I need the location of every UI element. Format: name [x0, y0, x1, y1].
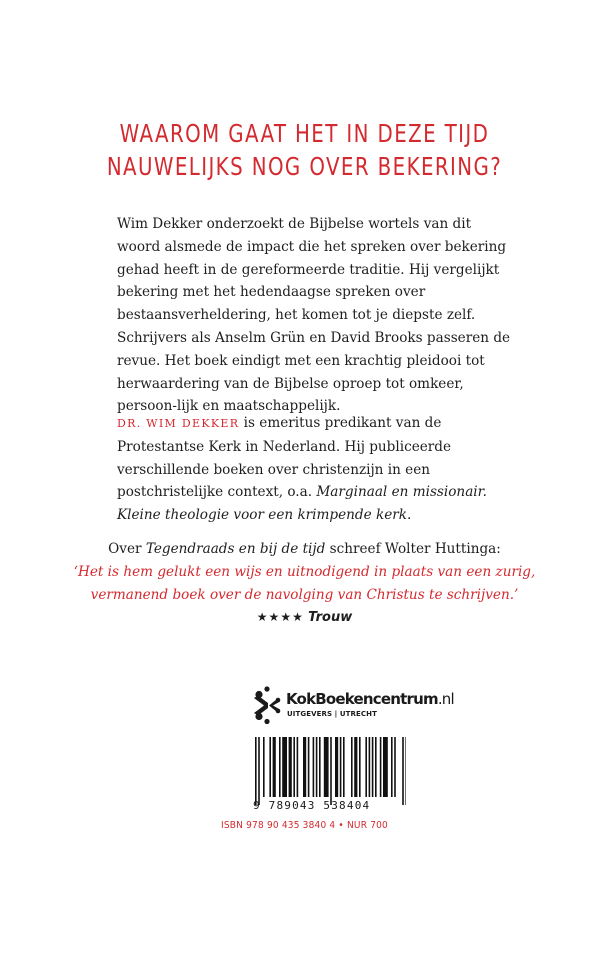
- barcode-bar: [372, 737, 374, 797]
- barcode-bar: [383, 737, 388, 797]
- author-bio-end: .: [407, 507, 412, 524]
- barcode-bar: [258, 737, 260, 805]
- barcode-bar: [359, 737, 361, 797]
- publisher-name: [286, 690, 454, 708]
- review-quote-line-1: ‘Het is hem gelukt een wijs en uitnodigend in plaats van een zurig,: [73, 563, 536, 580]
- barcode-bar: [308, 737, 310, 797]
- barcode-bar: [369, 737, 371, 797]
- barcode-bar: [255, 737, 257, 805]
- barcode-bar: [394, 737, 396, 797]
- barcode-bar: [316, 737, 318, 797]
- barcode-bar: [402, 737, 404, 805]
- barcode-bar: [303, 737, 306, 797]
- barcode-bar: [289, 737, 292, 797]
- author-bio: [117, 412, 515, 527]
- author-name: DR. WIM DEKKER: [117, 417, 240, 430]
- barcode-bar: [282, 737, 287, 797]
- barcode-bar: [330, 737, 332, 805]
- barcode-bar: [405, 737, 406, 805]
- star-rating: ★★★★: [256, 610, 304, 625]
- headline-line-1: WAAROM GAAT HET IN DEZE TIJD: [119, 119, 490, 148]
- barcode-bar: [293, 737, 295, 797]
- author-book-title: Marginaal en missionair. Kleine theologie voor een krimpende kerk: [117, 484, 487, 524]
- barcode-bar: [319, 737, 321, 797]
- headline-line-2: NAUWELIJKS NOG OVER BEKERING?: [106, 152, 503, 181]
- barcode-bar: [343, 737, 345, 797]
- publisher-name-text: KokBoekencentrum: [286, 690, 438, 708]
- barcode-digits: 9 789043 538404: [253, 799, 371, 812]
- barcode-bar: [313, 737, 315, 797]
- review-book-title: Tegendraads en bij de tijd: [145, 541, 326, 557]
- barcode-bar: [269, 737, 271, 797]
- barcode-bar: [340, 737, 342, 797]
- book-description: Wim Dekker onderzoekt de Bijbelse wortels van dit woord alsmede de impact die het spreken over bekering gehad heeft in de gereformeerde traditie. Hij vergelijkt bekering met het hedendaagse spreken over bestaansverheldering, het komen tot je diepste zelf. Schrijvers als Anselm Grün en David Brooks passeren de revue. Het boek eindigt met een krachtig pleidooi tot herwaardering van de Bijbelse oproep tot omkeer, persoon-lijk en maatschappelijk.: [117, 216, 511, 415]
- barcode-bar: [380, 737, 382, 797]
- review-quote-line-2: vermanend boek over de navolging van Christus te schrijven.’: [90, 586, 519, 603]
- barcode-bar: [351, 737, 353, 797]
- review-attribution: [0, 606, 609, 630]
- barcode-bar: [391, 737, 393, 797]
- barcode-bar: [354, 737, 357, 797]
- headline: [37, 117, 573, 183]
- review-intro-prefix: Over: [108, 541, 146, 557]
- barcode-bar: [273, 737, 276, 797]
- publisher-subtitle: UITGEVERS | UTRECHT: [287, 710, 377, 718]
- review-intro: [0, 538, 609, 561]
- barcode-bar: [335, 737, 338, 797]
- isbn-line: ISBN 978 90 435 3840 4 • NUR 700: [221, 820, 388, 831]
- barcode-bar: [279, 737, 281, 797]
- publisher-tld: .nl: [437, 690, 454, 708]
- review-source: Trouw: [308, 610, 353, 626]
- review-intro-suffix: schreef Wolter Huttinga:: [325, 541, 501, 557]
- publisher-logo-icon: [250, 685, 284, 725]
- barcode-bar: [324, 737, 329, 797]
- barcode-bar: [263, 737, 265, 797]
- author-bio-text: is emeritus predikant van de Protestantse Kerk in Nederland. Hij publiceerde verschillende boeken over christenzijn in een postchristelijke context, o.a.: [117, 415, 452, 501]
- barcode-bar: [365, 737, 367, 797]
- barcode-bar: [375, 737, 377, 797]
- publisher-logo: [250, 685, 454, 725]
- barcode-bar: [297, 737, 299, 797]
- review-block: [0, 538, 609, 630]
